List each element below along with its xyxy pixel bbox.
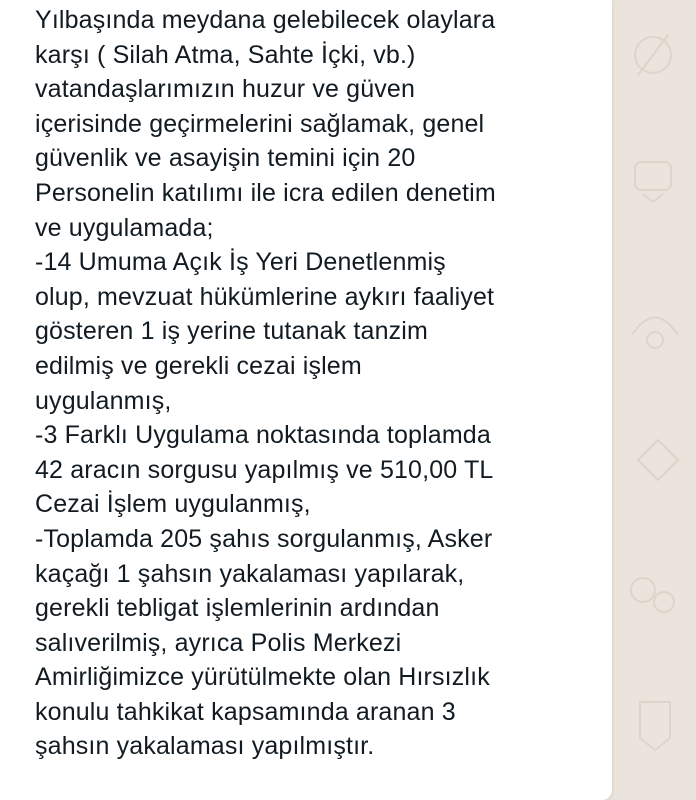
wallpaper-doodle-icon <box>628 430 688 490</box>
wallpaper-doodle-icon <box>625 690 685 760</box>
wallpaper-doodle-icon <box>618 20 688 90</box>
wallpaper-doodle-icon <box>620 290 690 360</box>
wallpaper-doodle-icon <box>618 560 688 630</box>
message-text: Yılbaşında meydana gelebilecek olaylara karşı ( Silah Atma, Sahte İçki, vb.) vatandaşlarımızın huzur ve güven içerisinde geçirmelerini sağlamak, genel güvenlik ve asayişin temini için 20 Personelin katılımı ile icra edilen denetim ve uygulamada; -14 Umuma Açık İş Yeri Denetlenmiş olup, mevzuat hükümlerine aykırı faaliyet gösteren 1 iş yerine tutanak tanzim edilmiş ve gerekli cezai işlem uygulanmış, -3 Farklı Uygulama noktasında toplamda 42 aracın sorgusu yapılmış ve 510,00 TL Cezai İşlem uygulanmış, -Toplamda 205 şahıs sorgulanmış, Asker kaçağı 1 şahsın yakalaması yapılarak, gerekli tebligat işlemlerinin ardından salıverilmiş, ayrıca Polis Merkezi Amirliğimizce yürütülmekte olan Hırsızlık konulu tahkikat kapsamında aranan 3 şahsın yakalaması yapılmıştır. <box>35 6 496 761</box>
wallpaper-doodle-icon <box>625 150 685 210</box>
